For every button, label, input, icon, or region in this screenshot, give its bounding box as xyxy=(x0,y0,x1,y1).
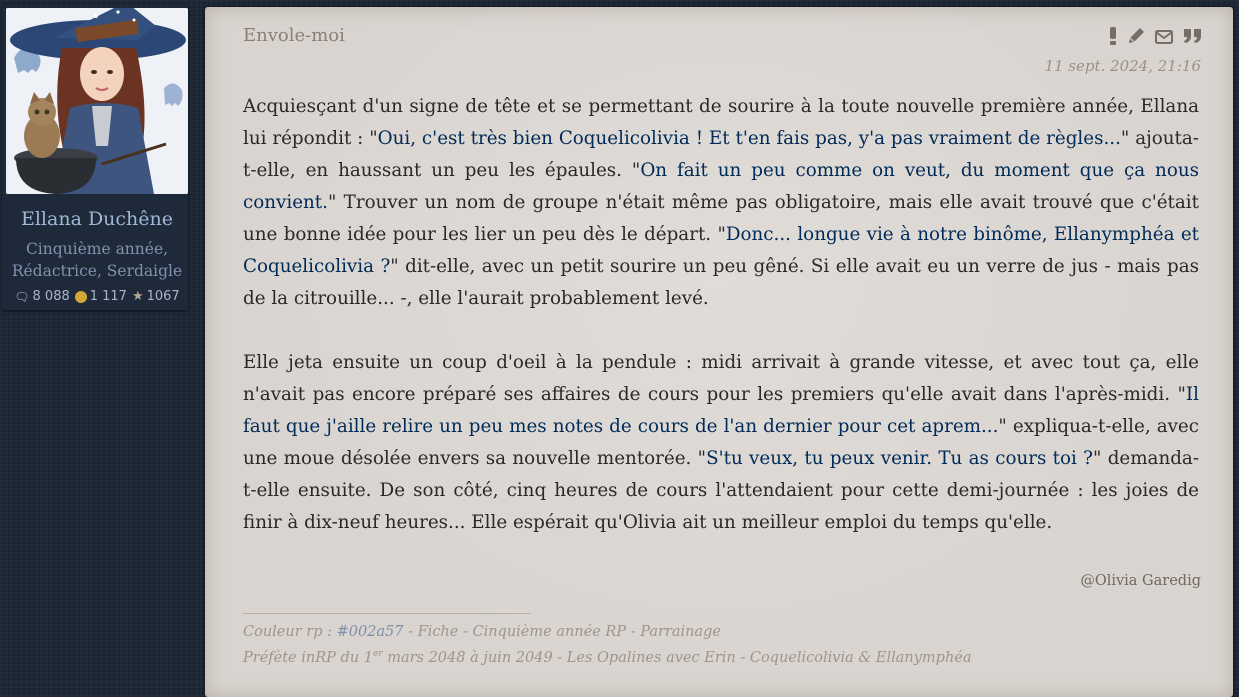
report-icon[interactable] xyxy=(1109,27,1117,49)
post-container xyxy=(205,7,1233,697)
quote-icon[interactable] xyxy=(1183,28,1203,48)
signature-divider xyxy=(243,613,531,614)
edit-icon[interactable] xyxy=(1127,27,1145,49)
witch-avatar-illustration xyxy=(6,8,188,194)
signature-line-2: Préfète inRP du 1er mars 2048 à juin 2049 - Les Opalines avec Erin - Coquelicolivia & Ellanymphéa xyxy=(243,649,972,666)
paragraph-1 xyxy=(243,91,1199,315)
signature xyxy=(243,621,972,669)
username[interactable]: Ellana Duchêne xyxy=(20,208,174,230)
post-title[interactable]: Envole-moi xyxy=(243,25,345,46)
narration-text: " Trouver un nom de groupe n'était même pas obligatoire, mais elle avait trouvé que c'était une bonne idée pour les lier un peu dès le départ. " xyxy=(243,192,1199,245)
user-stats xyxy=(2,289,192,304)
mail-icon[interactable] xyxy=(1155,29,1173,48)
post-body xyxy=(243,91,1199,539)
narration-text: " dit-elle, avec un petit sourire un peu gêné. Si elle avait eu un verre de jus - mais pas de la citrouille... -, elle l'aurait probablement levé. xyxy=(243,256,1199,309)
sidebar xyxy=(0,0,190,682)
profile-card xyxy=(2,5,188,310)
narration-text: " demanda-t-elle ensuite. De son côté, cinq heures de cours l'attendaient pour cette demi-journée : les joies de finir à dix-neuf heures... Elle espérait qu'Olivia ait un meilleur emploi du temps qu'elle. xyxy=(243,448,1200,533)
dialogue-text: Il faut que j'aille relire un peu mes notes de cours de l'an dernier pour cet aprem... xyxy=(243,384,1199,437)
dialogue-text: Oui, c'est très bien Coquelicolivia ! Et t'en fais pas, y'a pas vraiment de règles... xyxy=(377,128,1121,149)
post-actions xyxy=(1109,27,1203,49)
narration-text: Acquiesçant d'un signe de tête et se permettant de sourire à la toute nouvelle première année, Ellana lui répondit : " xyxy=(243,96,1199,149)
gold-coin-icon xyxy=(75,291,87,303)
star-icon: ★ xyxy=(131,289,144,304)
narration-text: " expliqua-t-elle, avec une moue désolée envers sa nouvelle mentorée. " xyxy=(243,416,1199,469)
dialogue-text: Donc... longue vie à notre binôme, Ellanymphéa et Coquelicolivia ? xyxy=(243,224,1199,277)
message-bubble-icon: 🗨︎ xyxy=(14,289,30,304)
signature-line-1: Couleur rp : #002a57 - Fiche - Cinquième année RP - Parrainage xyxy=(243,624,721,640)
paragraph-2 xyxy=(243,347,1199,539)
gold-count: 1 117 xyxy=(89,289,127,304)
message-count: 8 088 xyxy=(32,289,70,304)
dialogue-text: On fait un peu comme on veut, du moment que ça nous convient. xyxy=(243,160,1199,213)
mention-tag[interactable]: @Olivia Garedig xyxy=(1080,573,1201,589)
color-code-link[interactable]: #002a57 xyxy=(336,624,404,640)
post-date: 11 sept. 2024, 21:16 xyxy=(1044,57,1201,75)
user-rank: Cinquième année, Rédactrice, Serdaigle xyxy=(11,240,183,280)
points-count: 1067 xyxy=(146,289,180,304)
dialogue-text: S'tu veux, tu peux venir. Tu as cours toi ? xyxy=(706,448,1093,469)
avatar[interactable] xyxy=(6,8,188,194)
narration-text: Elle jeta ensuite un coup d'oeil à la pendule : midi arrivait à grande vitesse, et avec tout ça, elle n'avait pas encore préparé ses affaires de cours pour les premiers qu'elle avait dans l'après-midi. " xyxy=(243,352,1199,405)
narration-text: " ajouta-t-elle, en haussant un peu les épaules. " xyxy=(243,128,1199,181)
